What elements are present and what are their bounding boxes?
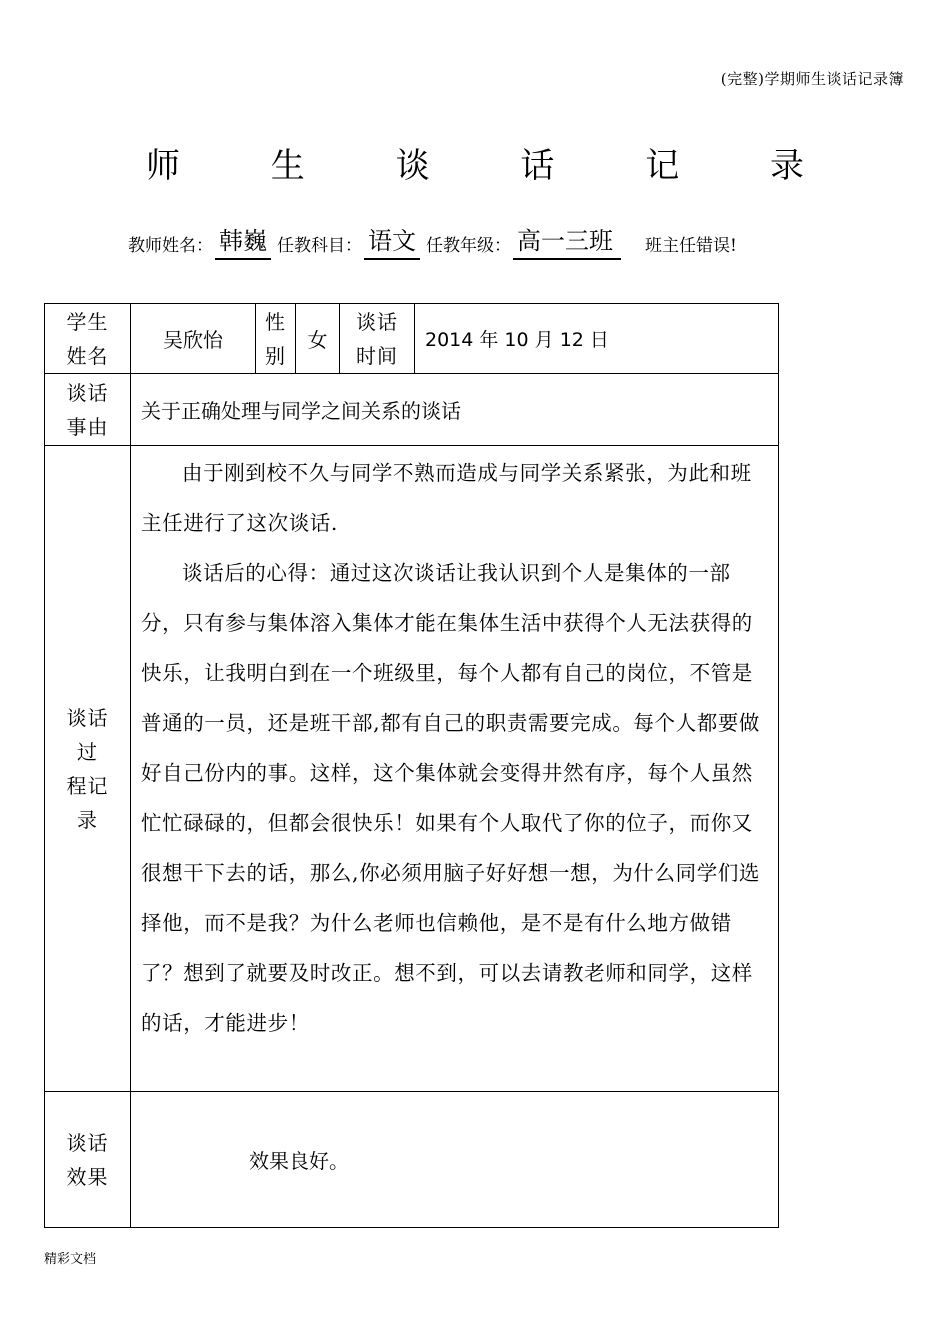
talk-time-label-line1: 谈话 bbox=[356, 309, 398, 334]
page-footer: 精彩文档 bbox=[44, 1252, 97, 1267]
page-title: 师 生 谈 话 记 录 bbox=[145, 146, 845, 186]
table-row bbox=[45, 374, 779, 446]
talk-process-label-line2: 过 bbox=[77, 739, 98, 764]
talk-process-label-line4: 录 bbox=[77, 807, 98, 832]
talk-reason-label-line2: 事由 bbox=[66, 414, 109, 439]
grade-label: 任教年级： bbox=[426, 236, 511, 256]
gender-label-line2: 别 bbox=[265, 343, 286, 368]
subject-label: 任教科目： bbox=[277, 236, 362, 256]
talk-process-label-cell bbox=[45, 446, 131, 1092]
talk-time-value: 2014 年 10 月 12 日 bbox=[415, 304, 779, 374]
table-row bbox=[45, 304, 779, 374]
student-name-label-line2: 姓名 bbox=[66, 343, 109, 368]
talk-effect-label-line2: 效果 bbox=[66, 1164, 109, 1189]
gender-label-cell bbox=[256, 304, 296, 374]
teacher-name-value: 韩巍 bbox=[215, 226, 271, 260]
document-header-title: (完整)学期师生谈话记录簿 bbox=[720, 70, 904, 88]
gender-label-line1: 性 bbox=[265, 309, 286, 334]
teacher-name-label: 教师姓名： bbox=[128, 236, 213, 256]
talk-process-paragraph-2: 谈话后的心得：通过这次谈话让我认识到个人是集体的一部分，只有参与集体溶入集体才能在集体生活中获得个人无法获得的快乐，让我明白到在一个班级里，每个人都有自己的岗位，不管是普通的一员，还是班干部,都有自己的职责需要完成。每个人都要做好自己份内的事。这样，这个集体就会变得井然有序，每个人虽然忙忙碌碌的，但都会很快乐！如果有个人取代了你的位子，而你又很想干下去的话，那么,你必须用脑子好好想一想，为什么同学们选择他，而不是我？为什么老师也信赖他，是不是有什么地方做错了？想到了就要及时改正。想不到，可以去请教老师和同学，这样的话，才能进步！ bbox=[141, 561, 761, 1035]
table-row bbox=[45, 1092, 779, 1228]
talk-reason-label-cell bbox=[45, 374, 131, 446]
table-row bbox=[45, 446, 779, 1092]
gender-value: 女 bbox=[296, 304, 340, 374]
student-name-label-line1: 学生 bbox=[66, 309, 109, 334]
teacher-info-row bbox=[128, 226, 737, 260]
talk-process-content bbox=[131, 446, 779, 1092]
talk-process-label-line3: 程记 bbox=[66, 773, 109, 798]
talk-process-label-line1: 谈话 bbox=[66, 705, 109, 730]
class-teacher-error-text: 班主任错误! bbox=[645, 236, 737, 256]
grade-value: 高一三班 bbox=[513, 226, 621, 260]
talk-reason-value: 关于正确处理与同学之间关系的谈话 bbox=[131, 374, 779, 446]
talk-time-label-line2: 时间 bbox=[356, 343, 398, 368]
talk-time-label-cell bbox=[340, 304, 415, 374]
student-name-label-cell bbox=[45, 304, 131, 374]
student-name-value: 吴欣怡 bbox=[131, 304, 256, 374]
talk-process-paragraph-1: 由于刚到校不久与同学不熟而造成与同学关系紧张，为此和班主任进行了这次谈话. bbox=[141, 461, 752, 535]
talk-effect-label-line1: 谈话 bbox=[66, 1130, 109, 1155]
talk-record-table bbox=[44, 303, 779, 1228]
talk-reason-label-line1: 谈话 bbox=[66, 380, 109, 405]
subject-value: 语文 bbox=[364, 226, 420, 260]
talk-effect-value: 效果良好。 bbox=[131, 1092, 779, 1228]
talk-effect-label-cell bbox=[45, 1092, 131, 1228]
